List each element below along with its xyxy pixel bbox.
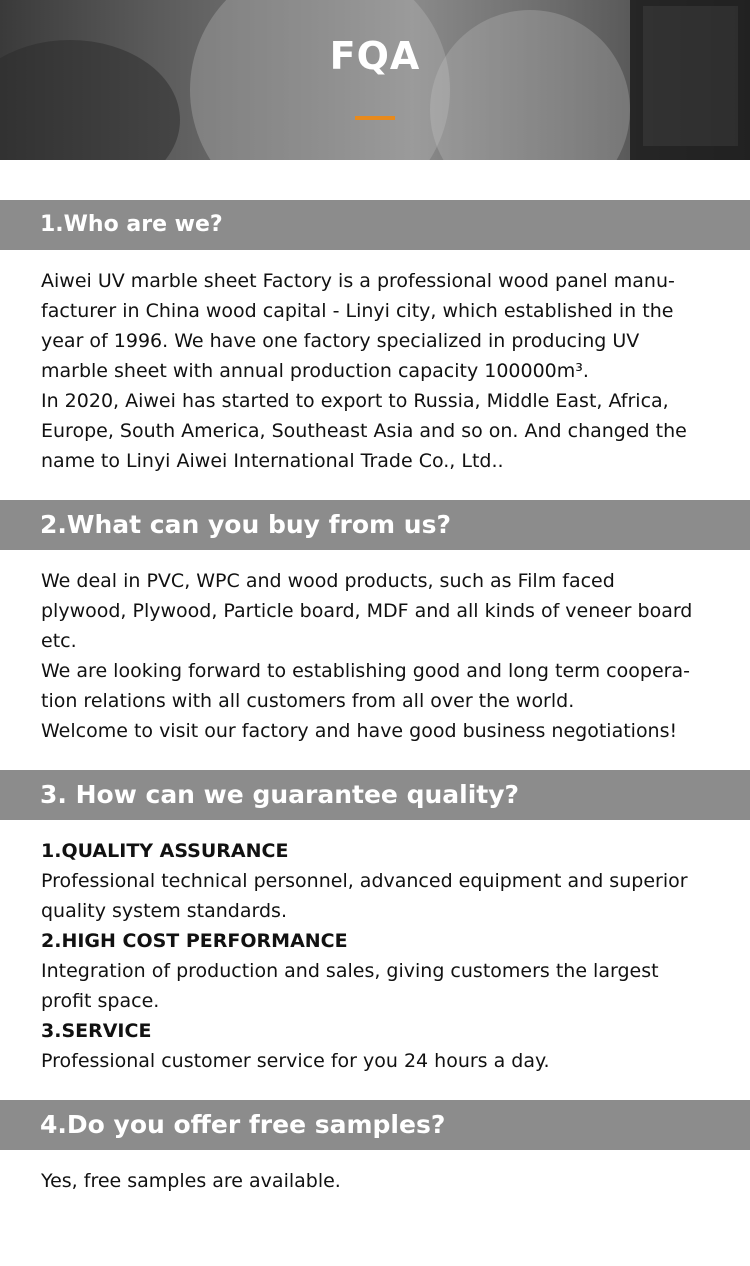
section-body-who-are-we	[41, 266, 721, 476]
body-line: Aiwei UV marble sheet Factory is a professional wood panel manu-	[41, 270, 675, 292]
section-heading: 4.Do you offer free samples?	[40, 1110, 446, 1139]
body-line: tion relations with all customers from all over the world.	[41, 690, 575, 712]
body-line: Yes, free samples are available.	[41, 1170, 341, 1192]
body-line: year of 1996. We have one factory specialized in producing UV	[41, 330, 640, 352]
section-header-who-are-we	[0, 200, 750, 250]
page-title: FQA	[329, 34, 421, 78]
body-line: profit space.	[41, 990, 160, 1012]
body-line: name to Linyi Aiwei International Trade Co., Ltd..	[41, 450, 504, 472]
title-underline	[355, 116, 395, 120]
body-line: plywood, Plywood, Particle board, MDF and all kinds of veneer board	[41, 600, 693, 622]
section-body-free-samples	[41, 1166, 721, 1196]
section-heading: 1.Who are we?	[40, 212, 223, 237]
hero-banner	[0, 0, 750, 160]
body-line: Professional technical personnel, advanced equipment and superior	[41, 870, 688, 892]
body-line: We are looking forward to establishing good and long term coopera-	[41, 660, 690, 682]
body-line: marble sheet with annual production capacity 100000m³.	[41, 360, 589, 382]
section-heading: 3. How can we guarantee quality?	[40, 780, 520, 809]
section-heading: 2.What can you buy from us?	[40, 510, 451, 539]
section-header-quality	[0, 770, 750, 820]
body-line: etc.	[41, 630, 77, 652]
body-line: Professional customer service for you 24 hours a day.	[41, 1050, 550, 1072]
body-line: Integration of production and sales, giving customers the largest	[41, 960, 659, 982]
body-line: Europe, South America, Southeast Asia and so on. And changed the	[41, 420, 687, 442]
body-line: facturer in China wood capital - Linyi city, which established in the	[41, 300, 674, 322]
body-line: In 2020, Aiwei has started to export to Russia, Middle East, Africa,	[41, 390, 669, 412]
quality-item-title: 2.HIGH COST PERFORMANCE	[41, 930, 348, 952]
section-header-free-samples	[0, 1100, 750, 1150]
section-body-what-can-you-buy	[41, 566, 721, 746]
quality-item-title: 1.QUALITY ASSURANCE	[41, 840, 289, 862]
body-line: We deal in PVC, WPC and wood products, such as Film faced	[41, 570, 615, 592]
section-body-quality	[41, 836, 721, 1076]
body-line: quality system standards.	[41, 900, 287, 922]
quality-item-title: 3.SERVICE	[41, 1020, 152, 1042]
body-line: Welcome to visit our factory and have good business negotiations!	[41, 720, 678, 742]
section-header-what-can-you-buy	[0, 500, 750, 550]
